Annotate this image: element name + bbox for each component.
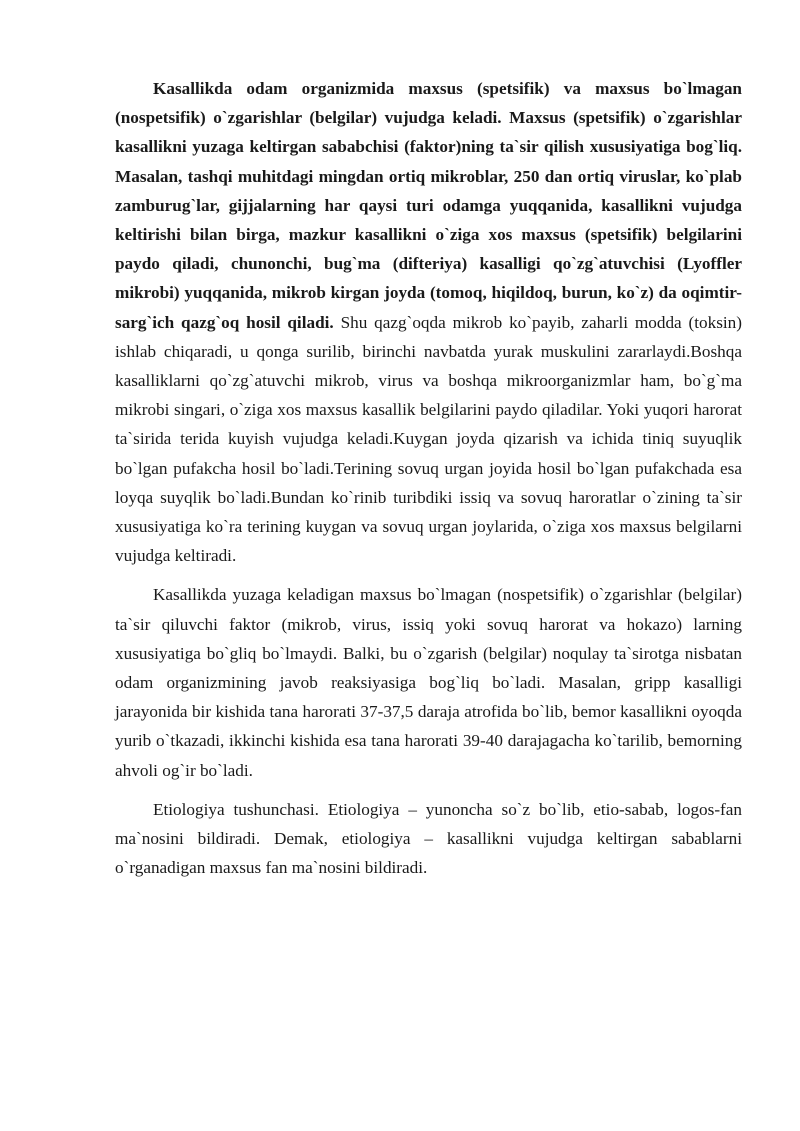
paragraph-regular-text: Etiologiya tushunchasi. Etiologiya – yunoncha so`z bo`lib, etio-sabab, logos-fan ma`nosini bildiradi. Demak, etiologiya – kasallikni vujudga keltirgan sabablarni o`rganadigan maxsus fan ma`nosini bildiradi. xyxy=(115,799,742,878)
paragraph-regular-text: Kasallikda yuzaga keladigan maxsus bo`lmagan (nospetsifik) o`zgarishlar (belgilar) ta`sir qiluvchi faktor (mikrob, virus, issiq yoki sovuq harorat va hokazo) larning xususiyatiga bo`gliq bo`lmaydi. Balki, bu o`zgarish (belgilar) noqulay ta`sirotga nisbatan odam organizmining javob reaksiyasiga bog`liq bo`ladi. Masalan, gripp kasalligi jarayonida bir kishida tana harorati 37-37,5 daraja atrofida bo`lib, bemor kasallikni oyoqda yurib o`tkazadi, ikkinchi kishida esa tana harorati 39-40 darajagacha ko`tarilib, bemorning ahvoli og`ir bo`ladi. xyxy=(115,585,742,780)
paragraph-bold-text: Kasallikda odam organizmida maxsus (spetsifik) va maxsus bo`lmagan (nospetsifik) o`zgarishlar (belgilar) vujudga keladi. Maxsus (spetsifik) o`zgarishlar kasallikni yuzaga keltirgan sababchisi (faktor)ning ta`sir qilish xususiyatiga bog`liq. Masalan, tashqi muhitdagi mingdan ortiq mikroblar, 250 dan ortiq viruslar, ko`plab zamburug`lar, gijjalarning har qaysi turi odamga yuqqanida, kasallikni vujudga keltirishi bilan birga, mazkur kasallikni o`ziga xos maxsus (spetsifik) belgilarini paydo qiladi, chunonchi, bug`ma (difteriya) kasalligi qo`zg`atuvchisi (Lyoffler mikrobi) yuqqanida, mikrob kirgan joyda (tomoq, hiqildoq, burun, ko`z) da oqimtir-sarg`ich qazg`oq hosil qiladi. xyxy=(115,79,742,332)
paragraph-regular-text: Shu qazg`oqda mikrob ko`payib, zaharli modda (toksin) ishlab chiqaradi, u qonga surilib, birinchi navbatda yurak muskulini zararlaydi.Boshqa kasalliklarni qo`zg`atuvchi mikrob, virus va boshqa mikroorganizmlar ham, bo`g`ma mikrobi singari, o`ziga xos maxsus kasallik belgilarini paydo qiladilar. Yoki yuqori harorat ta`sirida terida kuyish vujudga keladi.Kuygan joyda qizarish va ichida tiniq suyuqlik bo`lgan pufakcha hosil bo`ladi.Terining sovuq urgan joyida hosil bo`lgan pufakchada esa loyqa suyqlik bo`ladi.Bundan ko`rinib turibdiki issiq va sovuq haroratlar o`zining ta`sir xususiyatiga ko`ra terining kuygan va sovuq urgan joylarida, o`ziga xos maxsus belgilarni vujudga keltiradi. xyxy=(115,312,743,566)
paragraph-specific-changes xyxy=(115,74,742,570)
paragraph-nonspecific-changes xyxy=(115,580,742,784)
paragraph-etiology xyxy=(115,795,742,883)
